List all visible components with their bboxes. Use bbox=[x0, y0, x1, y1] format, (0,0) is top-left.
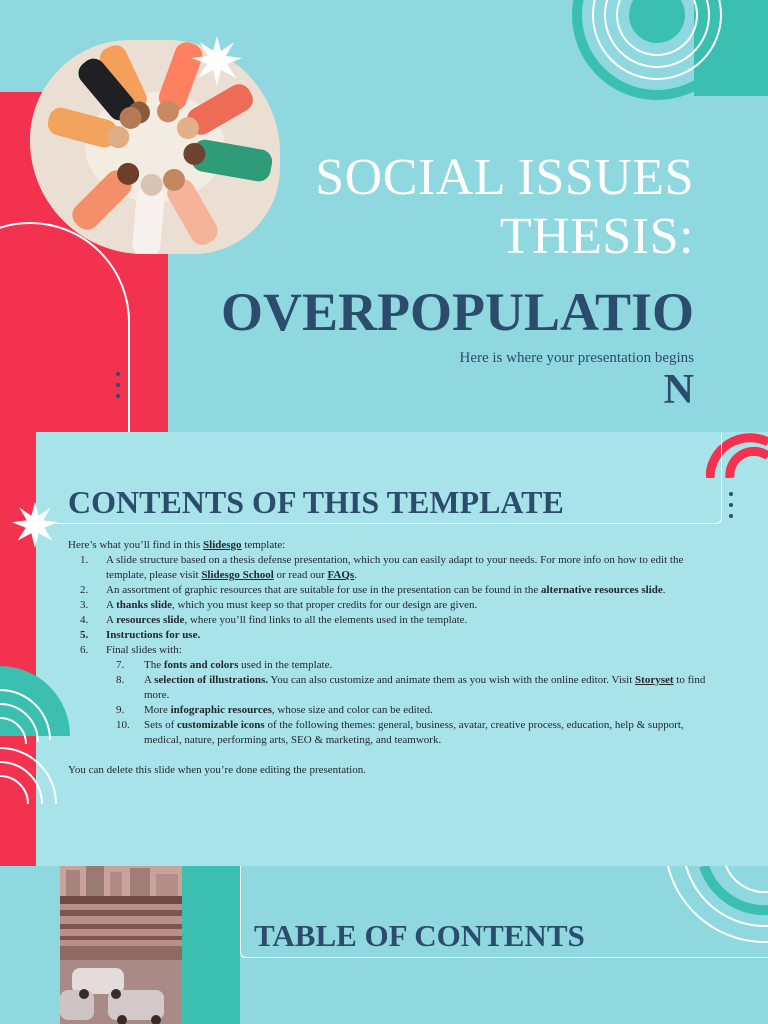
toc-slide bbox=[0, 866, 768, 1024]
contents-heading: CONTENTS OF THIS TEMPLATE bbox=[68, 484, 564, 520]
slidesgo-link[interactable]: Slidesgo bbox=[203, 539, 242, 551]
list-item: 9. More infographic resources, whose size and color can be edited. bbox=[116, 704, 433, 716]
list-item: 3. A thanks slide, which you must keep so that proper credits for our design are given. bbox=[80, 599, 478, 611]
list-item: 2. An assortment of graphic resources that are suitable for use in the presentation can be found in the alternative resources slide. bbox=[80, 584, 666, 596]
list-item: 1. A slide structure based on a thesis defense presentation, which you can easily adapt to your needs. For more info on how to edit the template, please visit Slidesgo School or read our FAQs. bbox=[80, 554, 684, 581]
list-item: 7. The fonts and colors used in the template. bbox=[116, 659, 333, 671]
contents-footer-note: You can delete this slide when you’re done editing the presentation. bbox=[68, 764, 366, 776]
contents-slide bbox=[0, 432, 768, 866]
vertical-dots-decoration bbox=[729, 492, 733, 518]
concentric-circles-decoration bbox=[572, 0, 742, 100]
list-item: 6. Final slides with: bbox=[80, 644, 182, 656]
slidesgo-school-link[interactable]: Slidesgo School bbox=[201, 569, 274, 581]
storyset-link[interactable]: Storyset bbox=[635, 674, 674, 686]
starburst-icon bbox=[12, 502, 58, 548]
cover-title-overflow-letter: N bbox=[663, 367, 694, 413]
cover-title-line-2: THESIS: bbox=[499, 208, 694, 265]
list-item: 5. Instructions for use. bbox=[80, 629, 201, 641]
cover-title-white bbox=[254, 148, 694, 266]
contents-list bbox=[68, 553, 708, 658]
cover-title-bold: OVERPOPULATIO bbox=[220, 282, 694, 342]
list-item: 4. A resources slide, where you’ll find links to all the elements used in the template. bbox=[80, 614, 468, 626]
teal-column-decoration bbox=[182, 866, 240, 1024]
toc-heading: TABLE OF CONTENTS bbox=[254, 918, 585, 953]
concentric-arcs-decoration bbox=[664, 866, 768, 946]
list-item: 8. A selection of illustrations. You can also customize and animate them as you wish with the online editor. Visit Storyset to find more. bbox=[116, 674, 706, 701]
vertical-dots-decoration bbox=[116, 372, 120, 398]
contents-body bbox=[68, 538, 708, 778]
cover-slide bbox=[0, 0, 768, 432]
contents-sublist bbox=[68, 658, 708, 748]
group-photo bbox=[30, 40, 280, 254]
cover-subtitle: Here is where your presentation begins bbox=[459, 350, 694, 366]
cover-title-line-1: SOCIAL ISSUES bbox=[315, 149, 694, 206]
people-circle-illustration bbox=[30, 40, 280, 254]
starburst-icon bbox=[192, 36, 242, 86]
bridge-traffic-illustration bbox=[60, 866, 182, 1024]
list-item: 10. Sets of customizable icons of the following themes: general, business, avatar, creative process, education, help & support, medical, nature, performing arts, SEO & marketing, and teamwork. bbox=[116, 719, 684, 746]
contents-intro: Here’s what you’ll find in this Slidesgo template: bbox=[68, 539, 286, 551]
faqs-link[interactable]: FAQs bbox=[327, 569, 355, 581]
city-traffic-photo bbox=[60, 866, 182, 1024]
